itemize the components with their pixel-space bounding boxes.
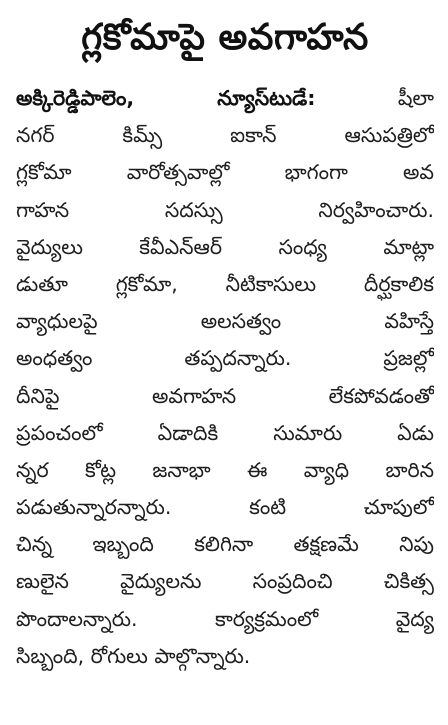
article-line-13: ణులైన వైద్యులను సంప్రదించి చికిత్స	[16, 569, 434, 594]
article-line-1: నగర్ కిమ్స్ ఐకాన్ ఆసుపత్రిలో	[16, 123, 434, 148]
article-line-3: గాహన సదస్సు నిర్వహించారు.	[16, 197, 434, 222]
article-headline: గ్లకోమాపై అవగాహన	[81, 17, 369, 58]
article-line-14: పొందాలన్నారు. కార్యక్రమంలో వైద్య	[16, 606, 434, 631]
article-line-2: గ్లకోమా వారోత్సవాల్లో భాగంగా అవ	[16, 160, 434, 185]
article-line-4: వైద్యులు కేవీఎన్ఆర్ సంధ్య మాట్లా	[16, 234, 434, 259]
article-line-12: చిన్న ఇబ్బంది కలిగినా తక్షణమే నిపు	[16, 532, 434, 557]
article-line-6: వ్యాధులపై అలసత్వం వహిస్తే	[16, 309, 434, 334]
article-first-line-text: షీలా	[315, 86, 434, 110]
article-line-5: డుతూ గ్లకోమా, నీటికాసులు దీర్ఘకాలిక	[16, 271, 434, 296]
article-line-11: పడుతున్నారన్నారు. కంటి చూపులో	[16, 495, 434, 520]
article-line-9: ప్రపంచంలో ఏడాదికి సుమారు ఏడు	[16, 420, 434, 445]
article-dateline: అక్కిరెడ్డిపాలెం, న్యూస్‌టుడే:	[16, 86, 316, 110]
article-line-7: అంధత్వం తప్పదన్నారు. ప్రజల్లో	[16, 346, 434, 371]
article-body	[16, 80, 434, 675]
article-line-8: దీనిపై అవగాహన లేకపోవడంతో	[16, 383, 434, 408]
article-line-10: న్నర కోట్ల జనాభా ఈ వ్యాధి బారిన	[16, 457, 434, 482]
article-first-line	[16, 80, 434, 117]
article-line-15: సిబ్బంది, రోగులు పాల్గొన్నారు.	[16, 643, 251, 668]
